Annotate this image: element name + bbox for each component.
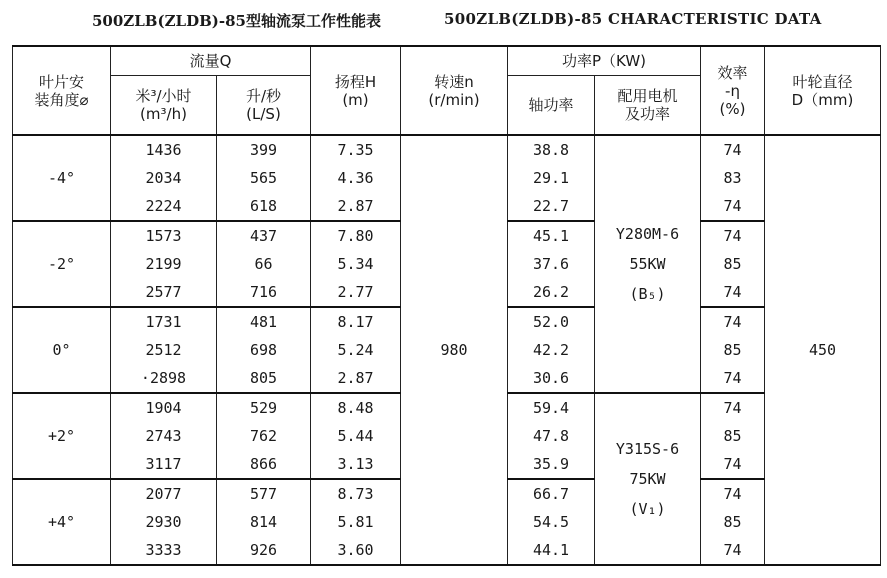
cell-shaft-power: 47.8 bbox=[508, 422, 595, 450]
motor-model: Y315S-6 bbox=[615, 440, 680, 458]
cell-shaft-power: 54.5 bbox=[508, 508, 595, 536]
cell-efficiency: 74 bbox=[701, 278, 765, 307]
header-angle-line1: 叶片安 bbox=[38, 72, 84, 91]
cell-flow-ls: 866 bbox=[217, 450, 311, 479]
page-title bbox=[0, 8, 887, 32]
cell-flow-ls: 805 bbox=[217, 364, 311, 393]
cell-shaft-power: 35.9 bbox=[508, 450, 595, 479]
cell-head: 3.60 bbox=[311, 536, 401, 565]
cell-flow-ls: 577 bbox=[217, 479, 311, 508]
motor-spec bbox=[616, 434, 679, 524]
cell-flow-ls: 814 bbox=[217, 508, 311, 536]
cell-efficiency: 74 bbox=[701, 135, 765, 164]
header-flow-ls-unit: (L/S) bbox=[246, 105, 281, 123]
header-impeller-label: 叶轮直径 bbox=[792, 72, 853, 91]
cell-efficiency: 74 bbox=[701, 221, 765, 250]
cell-shaft-power: 45.1 bbox=[508, 221, 595, 250]
header-flow-ls bbox=[217, 76, 311, 136]
cell-shaft-power: 42.2 bbox=[508, 336, 595, 364]
cell-head: 5.81 bbox=[311, 508, 401, 536]
header-flow-m3h-unit: (m³/h) bbox=[140, 105, 187, 123]
header-head-label: 扬程H bbox=[334, 72, 377, 91]
cell-flow-m3h: 1573 bbox=[111, 221, 217, 250]
header-impeller-unit: D（mm) bbox=[791, 90, 854, 109]
cell-flow-ls: 399 bbox=[217, 135, 311, 164]
cell-shaft-power: 66.7 bbox=[508, 479, 595, 508]
cell-flow-ls: 618 bbox=[217, 192, 311, 221]
cell-shaft-power: 22.7 bbox=[508, 192, 595, 221]
cell-head: 2.77 bbox=[311, 278, 401, 307]
cell-flow-m3h: 2077 bbox=[111, 479, 217, 508]
header-power: 功率P（KW) bbox=[508, 46, 701, 76]
cell-flow-m3h: 1731 bbox=[111, 307, 217, 336]
cell-shaft-power: 44.1 bbox=[508, 536, 595, 565]
header-motor-line1: 配用电机 bbox=[617, 87, 678, 105]
cell-efficiency: 74 bbox=[701, 393, 765, 422]
cell-efficiency: 85 bbox=[701, 508, 765, 536]
characteristic-table bbox=[12, 45, 881, 566]
header-speed bbox=[401, 46, 508, 135]
cell-flow-m3h: 2199 bbox=[111, 250, 217, 278]
cell-head: 7.35 bbox=[311, 135, 401, 164]
cell-shaft-power: 59.4 bbox=[508, 393, 595, 422]
cell-flow-ls: 565 bbox=[217, 164, 311, 192]
cell-head: 5.34 bbox=[311, 250, 401, 278]
motor-cell-1 bbox=[595, 135, 701, 393]
header-flow-m3h bbox=[111, 76, 217, 136]
cell-efficiency: 85 bbox=[701, 336, 765, 364]
cell-head: 8.73 bbox=[311, 479, 401, 508]
cell-flow-m3h: 2577 bbox=[111, 278, 217, 307]
header-efficiency-label: 效率 bbox=[717, 63, 748, 82]
header-efficiency-symbol: -η bbox=[725, 81, 740, 100]
header-efficiency bbox=[701, 46, 765, 135]
cell-head: 4.36 bbox=[311, 164, 401, 192]
header-head-unit: (m) bbox=[342, 90, 369, 109]
header-flow-m3h-line1: 米³/小时 bbox=[135, 87, 192, 105]
cell-shaft-power: 37.6 bbox=[508, 250, 595, 278]
motor-code: (B₅) bbox=[629, 285, 666, 303]
impeller-cell: 450 bbox=[765, 135, 881, 565]
angle-cell: +2° bbox=[13, 393, 111, 479]
header-impeller bbox=[765, 46, 881, 135]
cell-efficiency: 85 bbox=[701, 250, 765, 278]
table-body bbox=[13, 135, 881, 565]
header-shaft-power: 轴功率 bbox=[508, 76, 595, 136]
angle-cell: 0° bbox=[13, 307, 111, 393]
header-angle-line2: 装角度⌀ bbox=[34, 90, 89, 109]
cell-efficiency: 74 bbox=[701, 479, 765, 508]
cell-head: 2.87 bbox=[311, 364, 401, 393]
cell-shaft-power: 29.1 bbox=[508, 164, 595, 192]
cell-shaft-power: 52.0 bbox=[508, 307, 595, 336]
cell-shaft-power: 26.2 bbox=[508, 278, 595, 307]
cell-flow-m3h: 2224 bbox=[111, 192, 217, 221]
cell-flow-ls: 529 bbox=[217, 393, 311, 422]
cell-flow-m3h: 2930 bbox=[111, 508, 217, 536]
motor-cell-2 bbox=[595, 393, 701, 565]
header-flow-ls-line1: 升/秒 bbox=[245, 87, 282, 105]
cell-flow-ls: 66 bbox=[217, 250, 311, 278]
cell-efficiency: 74 bbox=[701, 364, 765, 393]
cell-efficiency: 83 bbox=[701, 164, 765, 192]
header-motor-line2: 及功率 bbox=[624, 105, 670, 123]
header-motor bbox=[595, 76, 701, 136]
motor-model: Y280M-6 bbox=[615, 225, 680, 243]
cell-head: 5.44 bbox=[311, 422, 401, 450]
cell-flow-m3h: 1436 bbox=[111, 135, 217, 164]
cell-shaft-power: 30.6 bbox=[508, 364, 595, 393]
cell-head: 8.48 bbox=[311, 393, 401, 422]
motor-code: (V₁) bbox=[629, 500, 666, 518]
header-speed-label: 转速n bbox=[434, 72, 474, 91]
cell-efficiency: 74 bbox=[701, 307, 765, 336]
cell-flow-m3h: 3333 bbox=[111, 536, 217, 565]
cell-head: 2.87 bbox=[311, 192, 401, 221]
cell-flow-m3h: 2512 bbox=[111, 336, 217, 364]
angle-cell: +4° bbox=[13, 479, 111, 565]
motor-power: 75KW bbox=[629, 470, 666, 488]
header-head bbox=[311, 46, 401, 135]
cell-efficiency: 74 bbox=[701, 192, 765, 221]
cell-flow-ls: 481 bbox=[217, 307, 311, 336]
cell-head: 5.24 bbox=[311, 336, 401, 364]
header-flow: 流量Q bbox=[111, 46, 311, 76]
cell-flow-ls: 762 bbox=[217, 422, 311, 450]
header-efficiency-unit: (%) bbox=[719, 99, 746, 118]
cell-flow-m3h: ·2898 bbox=[111, 364, 217, 393]
cell-flow-ls: 926 bbox=[217, 536, 311, 565]
table-row bbox=[13, 135, 881, 164]
cell-flow-m3h: 2743 bbox=[111, 422, 217, 450]
cell-efficiency: 85 bbox=[701, 422, 765, 450]
title-english: 500ZLB(ZLDB)-85 CHARACTERISTIC DATA bbox=[444, 10, 822, 28]
angle-cell: -2° bbox=[13, 221, 111, 307]
header-angle bbox=[13, 46, 111, 135]
angle-cell: -4° bbox=[13, 135, 111, 221]
cell-flow-m3h: 1904 bbox=[111, 393, 217, 422]
motor-spec bbox=[616, 219, 679, 309]
cell-head: 3.13 bbox=[311, 450, 401, 479]
cell-efficiency: 74 bbox=[701, 536, 765, 565]
speed-cell: 980 bbox=[401, 135, 508, 565]
motor-power: 55KW bbox=[629, 255, 666, 273]
cell-flow-m3h: 3117 bbox=[111, 450, 217, 479]
cell-head: 7.80 bbox=[311, 221, 401, 250]
header-speed-unit: (r/min) bbox=[428, 90, 480, 109]
cell-head: 8.17 bbox=[311, 307, 401, 336]
cell-efficiency: 74 bbox=[701, 450, 765, 479]
cell-shaft-power: 38.8 bbox=[508, 135, 595, 164]
cell-flow-ls: 437 bbox=[217, 221, 311, 250]
cell-flow-m3h: 2034 bbox=[111, 164, 217, 192]
cell-flow-ls: 698 bbox=[217, 336, 311, 364]
title-chinese: 500ZLB(ZLDB)-85型轴流泵工作性能表 bbox=[92, 12, 381, 30]
cell-flow-ls: 716 bbox=[217, 278, 311, 307]
